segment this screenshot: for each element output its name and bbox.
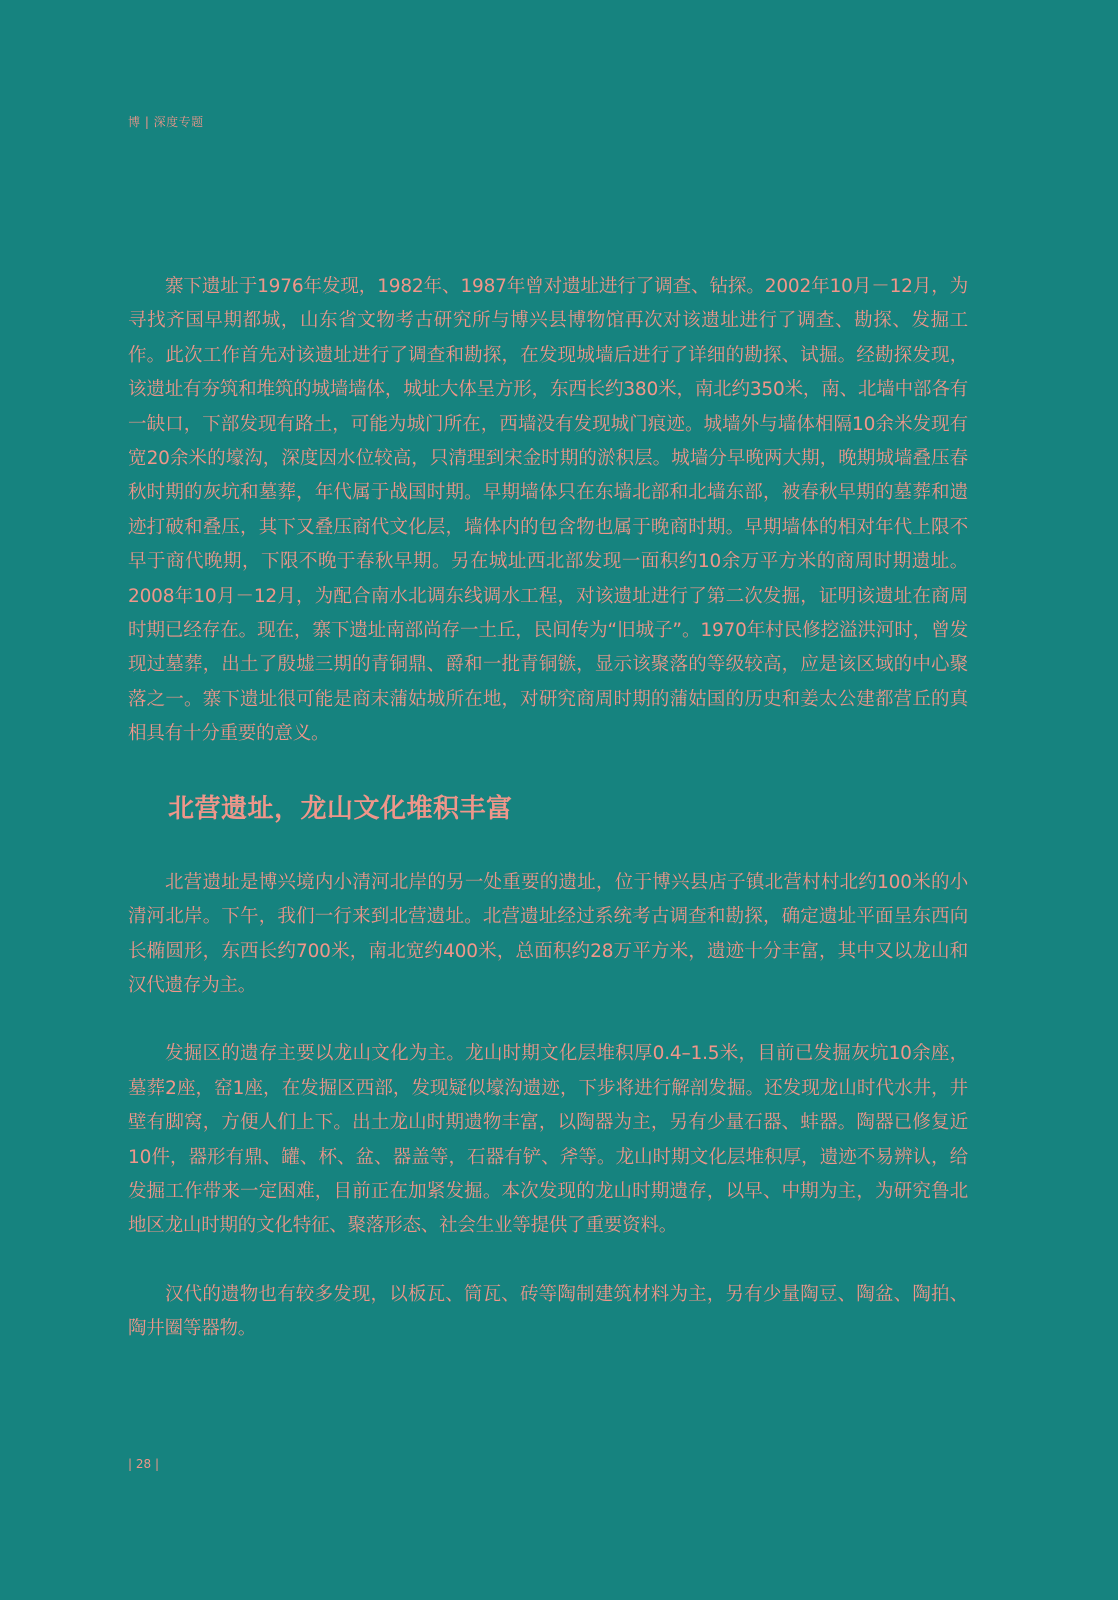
section-title: 北营遗址，龙山文化堆积丰富 [168,793,513,824]
paragraph-han: 汉代的遗物也有较多发现，以板瓦、筒瓦、砖等陶制建筑材料为主，另有少量陶豆、陶盆、陶拍、陶井圈等器物。 [128,1283,968,1340]
running-head: 博 | 深度专题 [128,115,204,129]
paragraph-zhaixia: 寨下遗址于1976年发现，1982年、1987年曾对遗址进行了调查、钻探。2002年10月－12月，为寻找齐国早期都城，山东省文物考古研究所与博兴县博物馆再次对该遗址进行了调查、勘探、发掘工作。此次工作首先对该遗址进行了调查和勘探，在发现城墙后进行了详细的勘探、试掘。经勘探发现，该遗址有夯筑和堆筑的城墙墙体，城址大体呈方形，东西长约380米，南北约350米，南、北墙中部各有一缺口，下部发现有路土，可能为城门所在，西墙没有发现城门痕迹。城墙外与墙体相隔10余米发现有宽20余米的壕沟，深度因水位较高，只清理到宋金时期的淤积层。城墙分早晚两大期，晚期城墙叠压春秋时期的灰坑和墓葬，年代属于战国时期。早期墙体只在东墙北部和北墙东部，被春秋早期的墓葬和遗迹打破和叠压，其下又叠压商代文化层，墙体内的包含物也属于晚商时期。早期墙体的相对年代上限不早于商代晚期，下限不晚于春秋早期。另在城址西北部发现一面积约10余万平方米的商周时期遗址。2008年10月－12月，为配合南水北调东线调水工程，对该遗址进行了第二次发掘，证明该遗址在商周时期已经存在。现在，寨下遗址南部尚存一土丘，民间传为“旧城子”。1970年村民修挖溢洪河时，曾发现过墓葬，出土了殷墟三期的青铜鼎、爵和一批青铜镞，显示该聚落的等级较高，应是该区域的中心聚落之一。寨下遗址很可能是商末蒲姑城所在地，对研究商周时期的蒲姑国的历史和姜太公建都营丘的真相具有十分重要的意义。 [128,276,968,745]
page-number: | 28 | [128,1457,159,1471]
article-body [128,270,968,1347]
paragraph-beiying-intro: 北营遗址是博兴境内小清河北岸的另一处重要的遗址，位于博兴县店子镇北营村村北约100米的小清河北岸。下午，我们一行来到北营遗址。北营遗址经过系统考古调查和勘探，确定遗址平面呈东西向长椭圆形，东西长约700米，南北宽约400米，总面积约28万平方米，遗迹十分丰富，其中又以龙山和汉代遗存为主。 [128,871,968,996]
paragraph-longshan: 发掘区的遗存主要以龙山文化为主。龙山时期文化层堆积厚0.4–1.5米，目前已发掘灰坑10余座，墓葬2座，窑1座，在发掘区西部，发现疑似壕沟遗迹，下步将进行解剖发掘。还发现龙山时代水井，井壁有脚窝，方便人们上下。出土龙山时期遗物丰富，以陶器为主，另有少量石器、蚌器。陶器已修复近10件，器形有鼎、罐、杯、盆、器盖等，石器有铲、斧等。龙山时期文化层堆积厚，遗迹不易辨认，给发掘工作带来一定困难，目前正在加紧发掘。本次发现的龙山时期遗存，以早、中期为主，为研究鲁北地区龙山时期的文化特征、聚落形态、社会生业等提供了重要资料。 [128,1043,968,1237]
